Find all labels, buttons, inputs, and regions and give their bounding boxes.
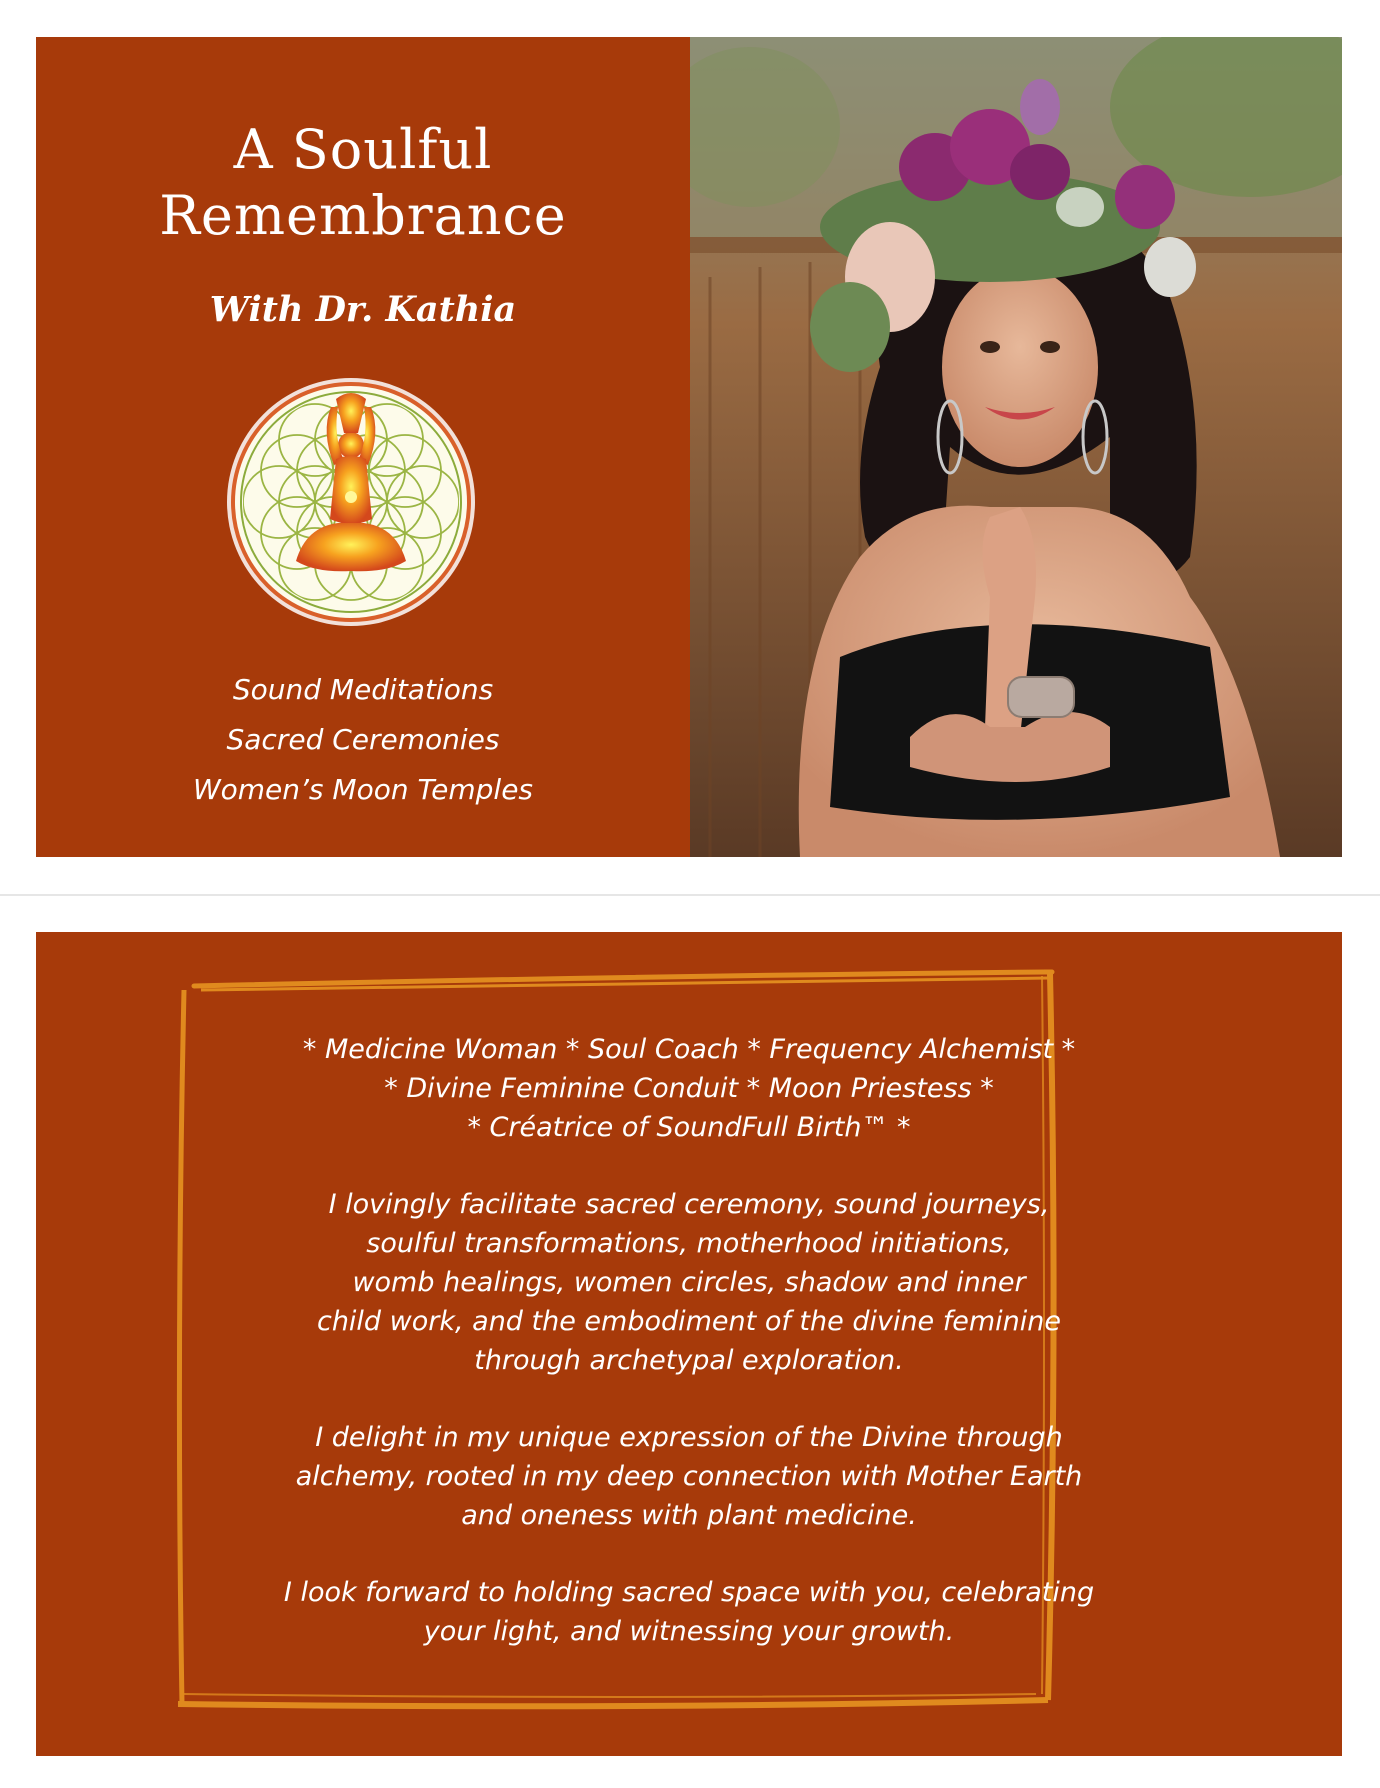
flower-of-life-meditation-logo [226,377,476,627]
card-front [36,37,1342,857]
expression-paragraph [196,1418,1182,1535]
card-divider [0,894,1380,896]
bio-line: I lovingly facilitate sacred ceremony, sound journeys, [328,1189,1050,1220]
bio-line: * Divine Feminine Conduit * Moon Priestess * [384,1073,994,1104]
bio-text [196,1030,1182,1689]
bio-line: child work, and the embodiment of the divine feminine [316,1306,1062,1337]
bio-line: soulful transformations, motherhood initiations, [366,1228,1012,1259]
front-text-panel [36,37,690,857]
bio-line: I look forward to holding sacred space with you, celebrating [283,1577,1095,1608]
bio-line: alchemy, rooted in my deep connection with Mother Earth [295,1461,1083,1492]
title-line-2: Remembrance [159,184,567,247]
bio-line: womb healings, women circles, shadow and inner [352,1267,1026,1298]
bio-line: I delight in my unique expression of the Divine through [315,1422,1063,1453]
bio-line: and oneness with plant medicine. [461,1500,917,1531]
service-item: Women’s Moon Temples [192,773,534,806]
bio-line: your light, and witnessing your growth. [423,1616,955,1647]
bio-line: * Créatrice of SoundFull Birth™ * [467,1112,911,1143]
services-list [36,665,690,815]
service-item: Sound Meditations [232,673,494,706]
bio-line: * Medicine Woman * Soul Coach * Frequency Alchemist * [302,1034,1076,1065]
closing-paragraph [196,1573,1182,1651]
card-title [36,117,690,249]
portrait-photo [690,37,1342,857]
bio-line: through archetypal exploration. [474,1345,904,1376]
roles-paragraph [196,1030,1182,1147]
service-item: Sacred Ceremonies [226,723,500,756]
title-line-1: A Soulful [233,118,493,181]
card-subtitle: With Dr. Kathia [209,289,517,330]
card-back [36,932,1342,1756]
services-paragraph [196,1185,1182,1380]
